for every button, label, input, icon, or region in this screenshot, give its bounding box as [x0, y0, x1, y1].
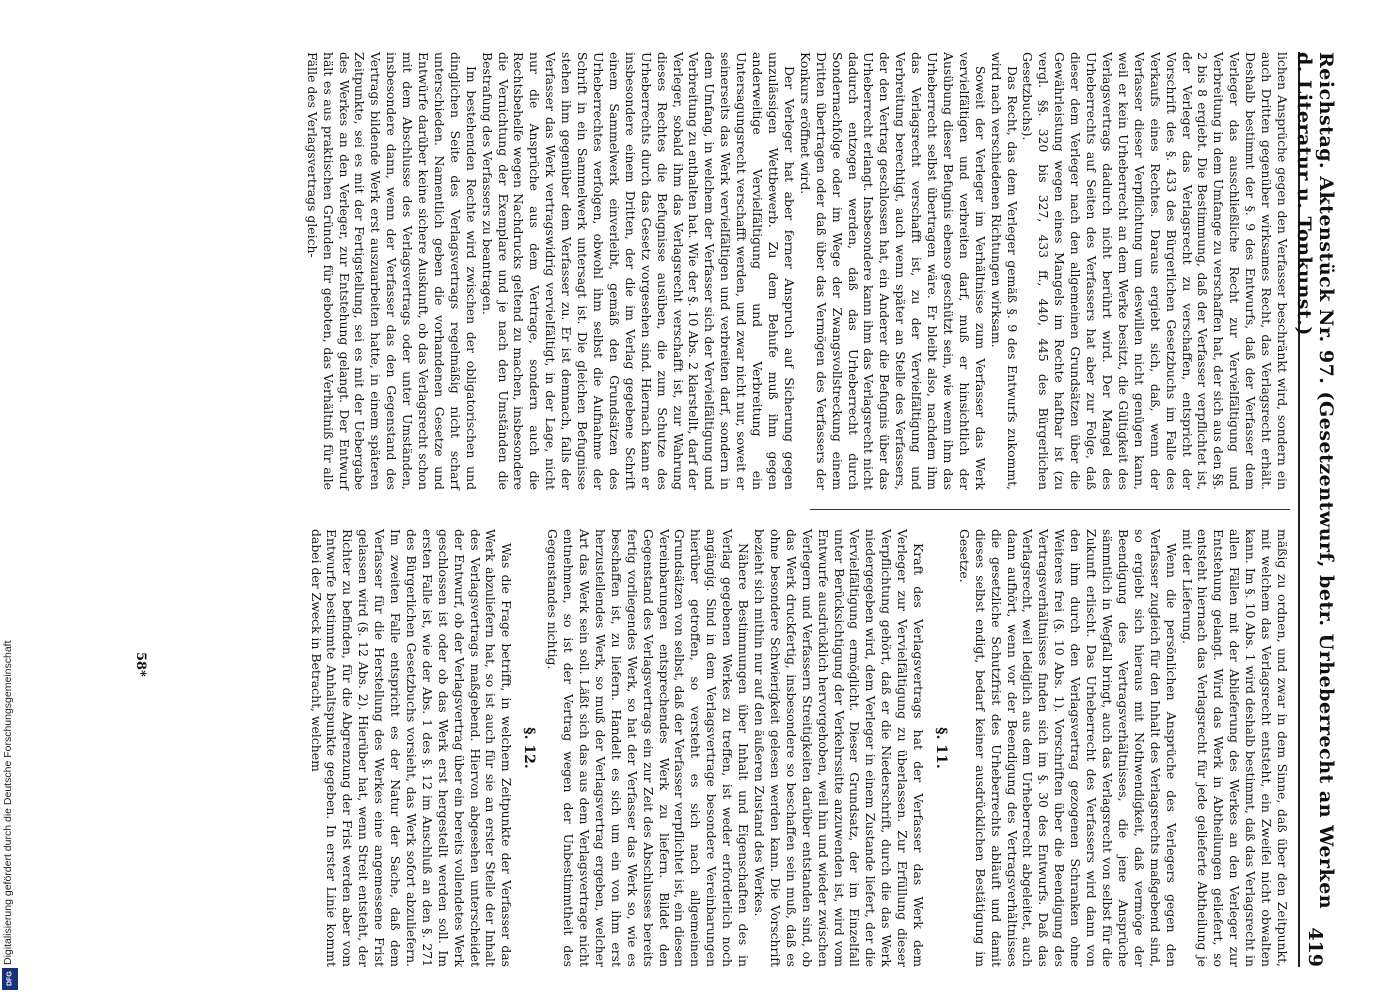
column-divider [810, 509, 1290, 510]
digitization-note: Digitalisierung gefördert durch die Deutsche Forschungsgemeinschaft [2, 640, 14, 965]
paragraph: Nähere Bestimmungen über Inhalt und Eigenschaften des in Verlag gegebenen Werkes zu treffen, ist weder erforderlich noch angängig. Sind in dem Verlagsvertrage besondere Vereinbarungen hierüber getroffen, so versteht es sich nach allgemeinen Grundsätzen von selbst, daß der Verfasser verpflichtet ist, ein diesen Vereinbarungen entsprechendes Werk zu liefern. Bildet den Gegenstand des Verlagsvertrags ein zur Zeit des Abschlusses bereits fertig vorliegendes Werk, so hat der Verfasser das Werk so, wie es beschaffen ist, zu liefern. Handelt es sich um ein von ihm erst herzustellendes Werk, so muß der Verlagsvertrag ergeben, welcher Art das Werk sein soll. Läßt sich das aus dem Verlagsvertrage nicht entnehmen, so ist der Vertrag wegen der Unbestimmtheit des Gegenstandes nichtig. [545, 529, 752, 967]
paragraph: Soweit der Verleger im Verhältnisse zum Verfasser das Werk vervielfältigen und verbreiten darf, muß er hinsichtlich der Ausübung dieser Befugnis ebenso geschützt sein, wie wenn ihm das Urheberrecht selbst übertragen wäre. Er bleibt also, nachdem ihm das Verlagsrecht verschafft ist, zu der Vervielfältigung und Verbreitung berechtigt, auch wenn später an Stelle des Verfassers, der den Vertrag geschlossen hat, ein Anderer die Befugnis über das Urheberrecht erlangt. Insbesondere kann ihm das Verlagsrecht nicht dadurch entzogen werden, daß das Urheberrecht durch Sondernachfolge oder im Wege der Zwangsvollstreckung einem Dritten übertragen oder daß über das Vermögen des Verfassers der Konkurs eröffnet wird. [797, 52, 988, 490]
paragraph: Der Verleger hat aber ferner Anspruch auf Sicherung gegen unzulässigen Wettbewerb. Zu dem Behufe muß ihm gegen anderweitige Vervielfältigung und Verbreitung ein Untersagungsrecht verschafft werden, und zwar nicht nur, soweit er seinerseits das Werk vervielfältigen und verbreiten darf, sondern in dem Umfang, in welchem der Verfasser sich der Vervielfältigung und Verbreitung zu enthalten hat. Wie der §. 10 Abs. 2 klarstellt, darf der Verleger, sobald ihm das Verlagsrecht verschafft ist, zur Wahrung dieses Rechtes die Befugnisse ausüben, die zum Schutze des Urheberrechts durch das Gesetz vorgesehen sind. Hiernach kann er insbesondere einem Dritten, der die im Verlag gegebene Schrift einem Sammelwerk einverleibt, gemäß den Grundsätzen des Urheberrechtes verfolgen, obwohl ihm selbst die Aufnahme der Schrift in ein Sammelwerk untersagt ist. Die gleichen Befugnisse stehen ihm gegenüber dem Verfasser zu. Er ist demnach, falls der Verfasser das Werk vertragswidrig vervielfältigt, in der Lage, nicht nur die Ansprüche aus dem Vertrage, sondern auch die Rechtsbehelfe wegen Nachdrucks geltend zu machen, insbesondere die Vernichtung der Exemplare und je nach den Umständen die Bestrafung des Verfassers zu beantragen. [479, 52, 797, 490]
paragraph: Wenn die persönlichen Ansprüche des Verlegers gegen den Verfasser zugleich für den Inhalt des Verlagsrechts maßgebend sind, so ergiebt sich hieraus mit Nothwendigkeit, daß vermöge der Beendigung des Vertragsverhältnisses, die jene Ansprüche sämmtlich in Wegfall bringt, auch das Verlagsrecht von selbst für die Zukunft erlischt. Das Urheberrecht des Verfassers wird dann von den ihm durch den Verlagsvertrag gezogenen Schranken ohne Weiteres frei (§. 10 Abs. 1). Vorschriften über die Beendigung des Vertragsverhältnisses finden sich im §. 30 des Entwurfs. Daß das Verlagsrecht, weil lediglich aus dem Urheberrecht abgeleitet, auch dann aufhört, wenn vor der Beendigung des Vertragsverhältnisses die gesetzliche Schutzfrist des Urheberrechts abläuft und damit dieses selbst endigt, bedarf keiner ausdrücklichen Bestätigung im Gesetze. [956, 529, 1179, 967]
paragraph: lichen Ansprüche gegen den Verfasser beschränkt wird, sondern ein auch Dritten gegenüber wirksames Recht, das Verlagsrecht erhält. Deshalb bestimmt der §. 9 des Entwurfs, daß der Verfasser dem Verleger das ausschließliche Recht zur Vervielfältigung und Verbreitung in dem Umfange zu verschaffen hat, der sich aus den §§. 2 bis 8 ergiebt. Die Bestimmung, daß der Verfasser verpflichtet ist, der Verleger das Verlagsrecht zu verschaffen, entspricht der Vorschrift des §. 433 des Bürgerlichen Gesetzbuchs im Falle des Verkaufs eines Rechtes. Daraus ergiebt sich, daß, wenn der Verfasser dieser Verpflichtung um deswillen nicht genügen kann, weil er kein Urheberrecht an dem Werke besitzt, die Gültigkeit des Verlagsvertrags dadurch nicht berührt wird. Der Mangel des Urheberrechts auf Seiten des Verfassers hat aber zur Folge, daß dieser dem Verleger nach den allgemeinen Grundsätzen über die Gewährleistung wegen eines Mangels im Rechte haftbar ist (zu vergl. §§. 320 bis 327, 433 ff., 440, 445 des Bürgerlichen Gesetzbuchs). [1020, 52, 1290, 490]
paragraph: Was die Frage betrifft, in welchem Zeitpunkte der Verfasser das Werk abzuliefern hat, so ist auch für sie an erster Stelle der Inhalt des Verlagsvertrags maßgebend. Hiervon abgesehen unterscheidet der Entwurf, ob der Verlagsvertrag über ein bereits vollendetes Werk geschlossen ist oder ob das Werk erst hergestellt werden soll. Im ersten Falle ist, wie der Abs. 1 des §. 12 im Anschluß an den §. 271 des Bürgerlichen Gesetzbuchs vorsieht, das Werk sofort abzuliefern. Im zweiten Falle entspricht es der Natur der Sache, daß dem Verfasser für die Herstellung des Werkes eine angemessene Frist gelassen wird (§. 12 Abs. 2). Hierüber hat, wenn Streit entsteht, der Richter zu befinden, für die Abgrenzung der Frist werden aber vom Entwurfe bestimmte Anhaltspunkte gegeben. In erster Linie kommt dabei der Zweck in Betracht, welchem [308, 529, 515, 967]
page-number: 419 [1304, 927, 1326, 967]
digitization-sidebar [0, 0, 22, 1000]
section-12-heading: §. 12. [521, 727, 538, 769]
running-title: Reichstag. Aktenstück Nr. 97. (Gesetzentwurf, betr. Urheberrecht an Werken d. Literatur u. Tonkunst.) [1293, 52, 1337, 910]
paragraph: Im bestehenden Rechte wird zwischen der obligatorischen und dinglichen Seite des Verlagsvertrags regelmäßig nicht scharf unterschieden. Namentlich geben die vorhandenen Gesetze und Entwürfe darüber keine sichere Auskunft, ob das Verlagsrecht schon mit dem Abschlusse des Verlagsvertrags oder unter Umständen, insbesondere dann, wenn der Verfasser das den Gegenstand des Vertrags bildende Werk erst auszuarbeiten hatte, in einem späteren Zeitpunkte, sei es mit der Fertigstellung, sei es mit der Uebergabe des Werkes an den Verleger, zur Entstehung gelangt. Der Entwurf hält es aus praktischen Gründen für geboten, das Verhältniß für alle Fälle des Verlagsvertrags gleich- [304, 52, 479, 490]
page-header [1293, 52, 1337, 967]
section-11-heading: §. 11. [932, 727, 949, 769]
scanned-page [80, 52, 1337, 967]
paragraph: Das Recht, das dem Verleger gemäß §. 9 des Entwurfs zukommt, wird nach verschiedenen Richtungen wirksam. [988, 52, 1020, 490]
left-column [80, 52, 1290, 490]
right-column [80, 529, 1290, 967]
sheet-signature: 58* [133, 652, 148, 677]
paragraph: mäßig zu ordnen, und zwar in dem Sinne, daß über den Zeitpunkt, mit welchem das Verlagsrecht entsteht, ein Zweifel nicht obwalten kann. Im §. 10 Abs. 1 wird deshalb bestimmt, daß das Verlagsrecht in allen Fällen mit der Ablieferung des Werkes an den Verleger zur Entstehung gelangt. Wird das Werk in Abtheilungen geliefert, so entsteht hiernach das Verlagsrecht für jede gelieferte Abtheilung je mit der Lieferung. [1179, 529, 1290, 967]
paragraph: Kraft des Verlagsvertrags hat der Verfasser das Werk dem Verleger zur Vervielfältigung zu überlassen. Zur Erfüllung dieser Verpflichtung gehört, daß er die Niederschrift, durch die das Werk niedergegeben wird, dem Verleger in einem Zustande liefert, der die Vervielfältigung ermöglicht. Dieser Grundsatz, der im Einzelfall unter Berücksichtigung der Verkehrssitte anzuwenden ist, wird vom Entwurfe ausdrücklich hervorgehoben, weil hin und wieder zwischen Verlegern und Verfassern Streitigkeiten darüber entstanden sind, ob das Werk druckfertig, insbesondere so beschaffen sein muß, daß es ohne besondere Schwierigkeit gelesen werden kann. Die Vorschrift bezieht sich mithin nur auf den äußeren Zustand des Werkes. [752, 529, 927, 967]
dfg-logo: DFG [2, 968, 18, 990]
page-content [80, 52, 1337, 967]
